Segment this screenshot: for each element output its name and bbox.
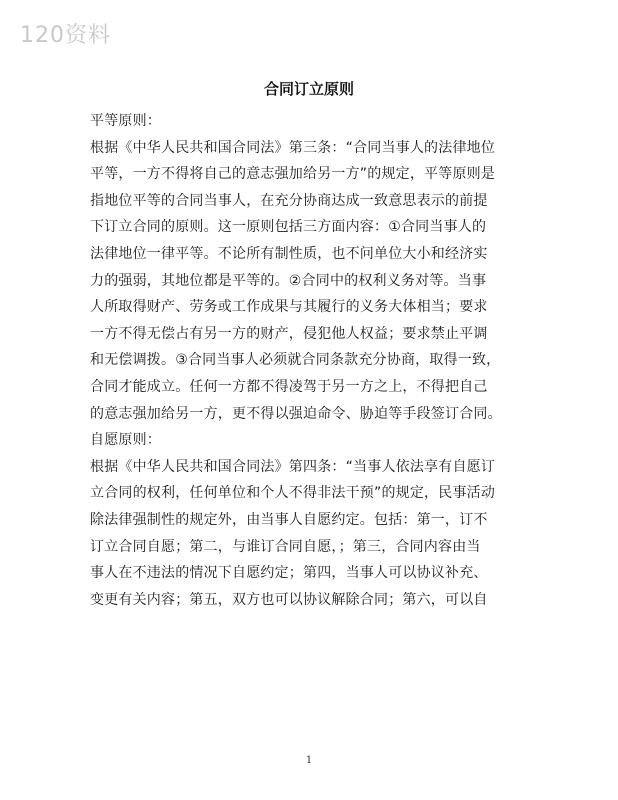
- page-number: 1: [305, 755, 313, 766]
- text-line: 变更有关内容；第五，双方也可以协议解除合同；第六，可以自: [90, 591, 488, 608]
- section-heading-voluntary: 自愿原则：: [90, 432, 161, 449]
- text-line: 除法律强制性的规定外，由当事人自愿约定。包括：第一，订不: [90, 511, 488, 528]
- text-line: 根据《中华人民共和国合同法》第四条：“当事人依法享有自愿订: [90, 458, 496, 475]
- text-line: 合同才能成立。任何一方都不得凌驾于另一方之上，不得把自己: [90, 378, 488, 395]
- document-body: [90, 108, 530, 613]
- text-line: 订立合同自愿；第二，与谁订合同自愿，；第三，合同内容由当: [90, 538, 481, 555]
- text-line: 事人在不违法的情况下自愿约定；第四，当事人可以协议补充、: [90, 565, 488, 582]
- section-heading-equality: 平等原则：: [90, 113, 161, 129]
- text-line: 立合同的权利，任何单位和个人不得非法干预”的规定，民事活动: [90, 485, 496, 502]
- text-line: 指地位平等的合同当事人，在充分协商达成一致意思表示的前提: [90, 192, 488, 209]
- text-line: 平等，一方不得将自己的意志强加给另一方”的规定，平等原则是: [90, 166, 496, 183]
- document-title: 合同订立原则: [263, 80, 354, 98]
- text-line: 一方不得无偿占有另一方的财产，侵犯他人权益；要求禁止平调: [90, 325, 488, 342]
- text-line: 和无偿调拨。③合同当事人必须就合同条款充分协商，取得一致，: [90, 352, 501, 369]
- text-line: 人所取得财产、劳务或工作成果与其履行的义务大体相当；要求: [90, 299, 488, 316]
- text-line: 法律地位一律平等。不论所有制性质，也不问单位大小和经济实: [90, 245, 488, 262]
- text-line: 下订立合同的原则。这一原则包括三方面内容：①合同当事人的: [90, 219, 487, 236]
- text-line: 根据《中华人民共和国合同法》第三条：“合同当事人的法律地位: [90, 139, 496, 156]
- watermark: 120资料: [20, 23, 111, 48]
- text-line: 力的强弱，其地位都是平等的。②合同中的权利义务对等。当事: [90, 272, 487, 289]
- text-line: 的意志强加给另一方，更不得以强迫命令、胁迫等手段签订合同。: [90, 405, 502, 422]
